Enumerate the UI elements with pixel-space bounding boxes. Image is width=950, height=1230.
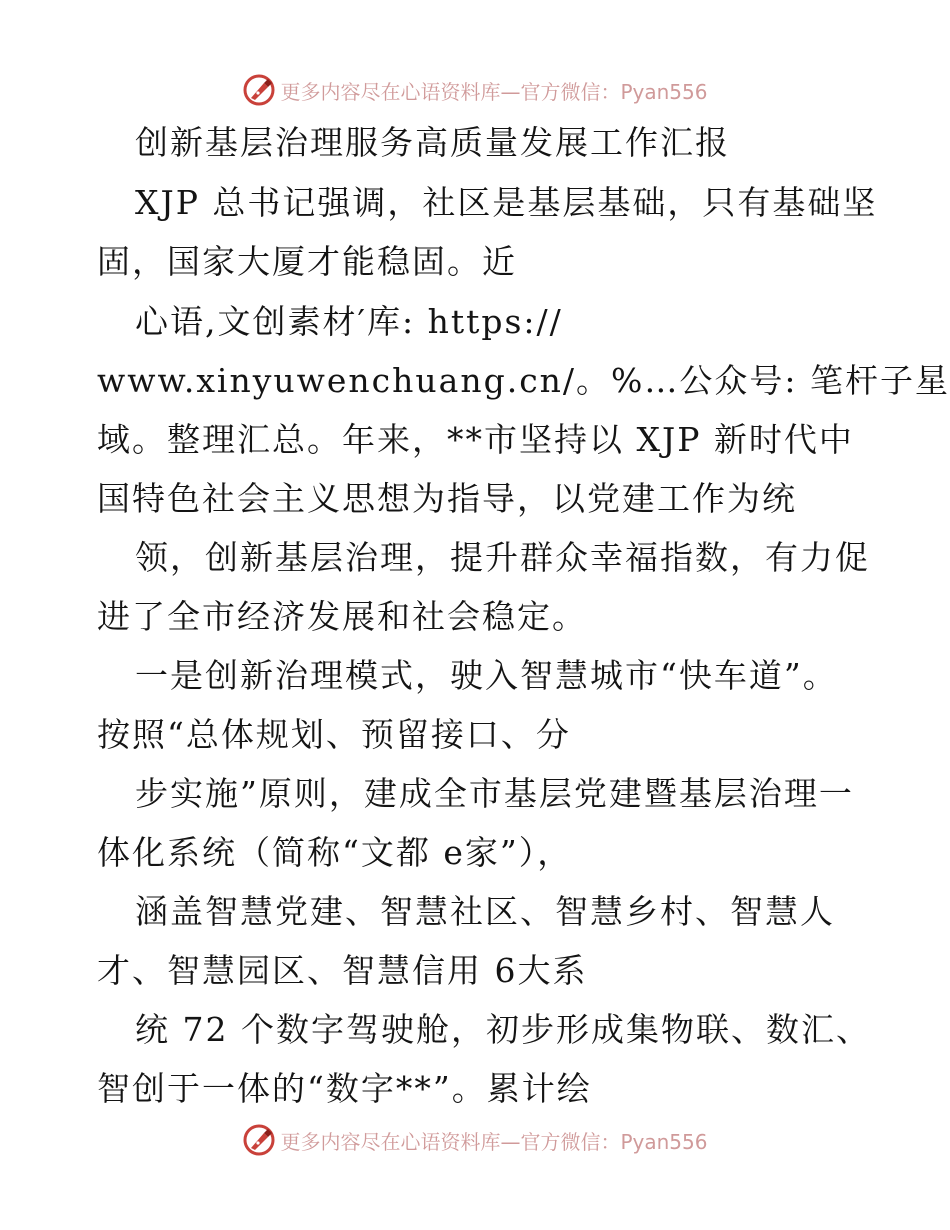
pen-nib-icon [242,1123,276,1157]
paragraph-line: www.xinyuwenchuang.cn/。%…公众号: 笔杆子星 [97,361,950,400]
paragraph-line: 固，国家大厦才能稳固。近 [97,242,517,281]
footer-banner [0,1120,950,1160]
paragraph-line: 体化系统（简称“文都 e家”）， [97,833,573,872]
paragraph-line: 按照“总体规划、预留接口、分 [97,715,571,754]
paragraph-line: XJP 总书记强调，社区是基层基础，只有基础坚 [135,183,878,222]
header-banner [0,70,950,110]
paragraph-line: 进了全市经济发展和社会稳定。 [97,597,587,636]
paragraph-line: 国特色社会主义思想为指导，以党建工作为统 [97,479,797,518]
pen-nib-icon [242,73,276,107]
paragraph-line: 统 72 个数字驾驶舱，初步形成集物联、数汇、 [135,1010,871,1049]
footer-banner-text: 更多内容尽在心语资料库—官方微信：Pyan556 [280,1129,708,1154]
paragraph-line: 涵盖智慧党建、智慧社区、智慧乡村、智慧人 [135,892,835,931]
paragraph-line: 智创于一体的“数字**”。累计绘 [97,1069,592,1108]
paragraph-line: 心语,文创素材′库: https:// [135,302,563,341]
document-title: 创新基层治理服务高质量发展工作汇报 [135,123,730,162]
paragraph-line: 域。整理汇总。年来，**市坚持以 XJP 新时代中 [97,420,854,459]
paragraph-line: 步实施”原则，建成全市基层党建暨基层治理一 [135,774,854,813]
header-banner-text: 更多内容尽在心语资料库—官方微信：Pyan556 [280,79,708,104]
paragraph-line: 才、智慧园区、智慧信用 6大系 [97,951,588,990]
paragraph-line: 一是创新治理模式，驶入智慧城市“快车道”。 [135,656,838,695]
paragraph-line: 领，创新基层治理，提升群众幸福指数，有力促 [135,538,870,577]
